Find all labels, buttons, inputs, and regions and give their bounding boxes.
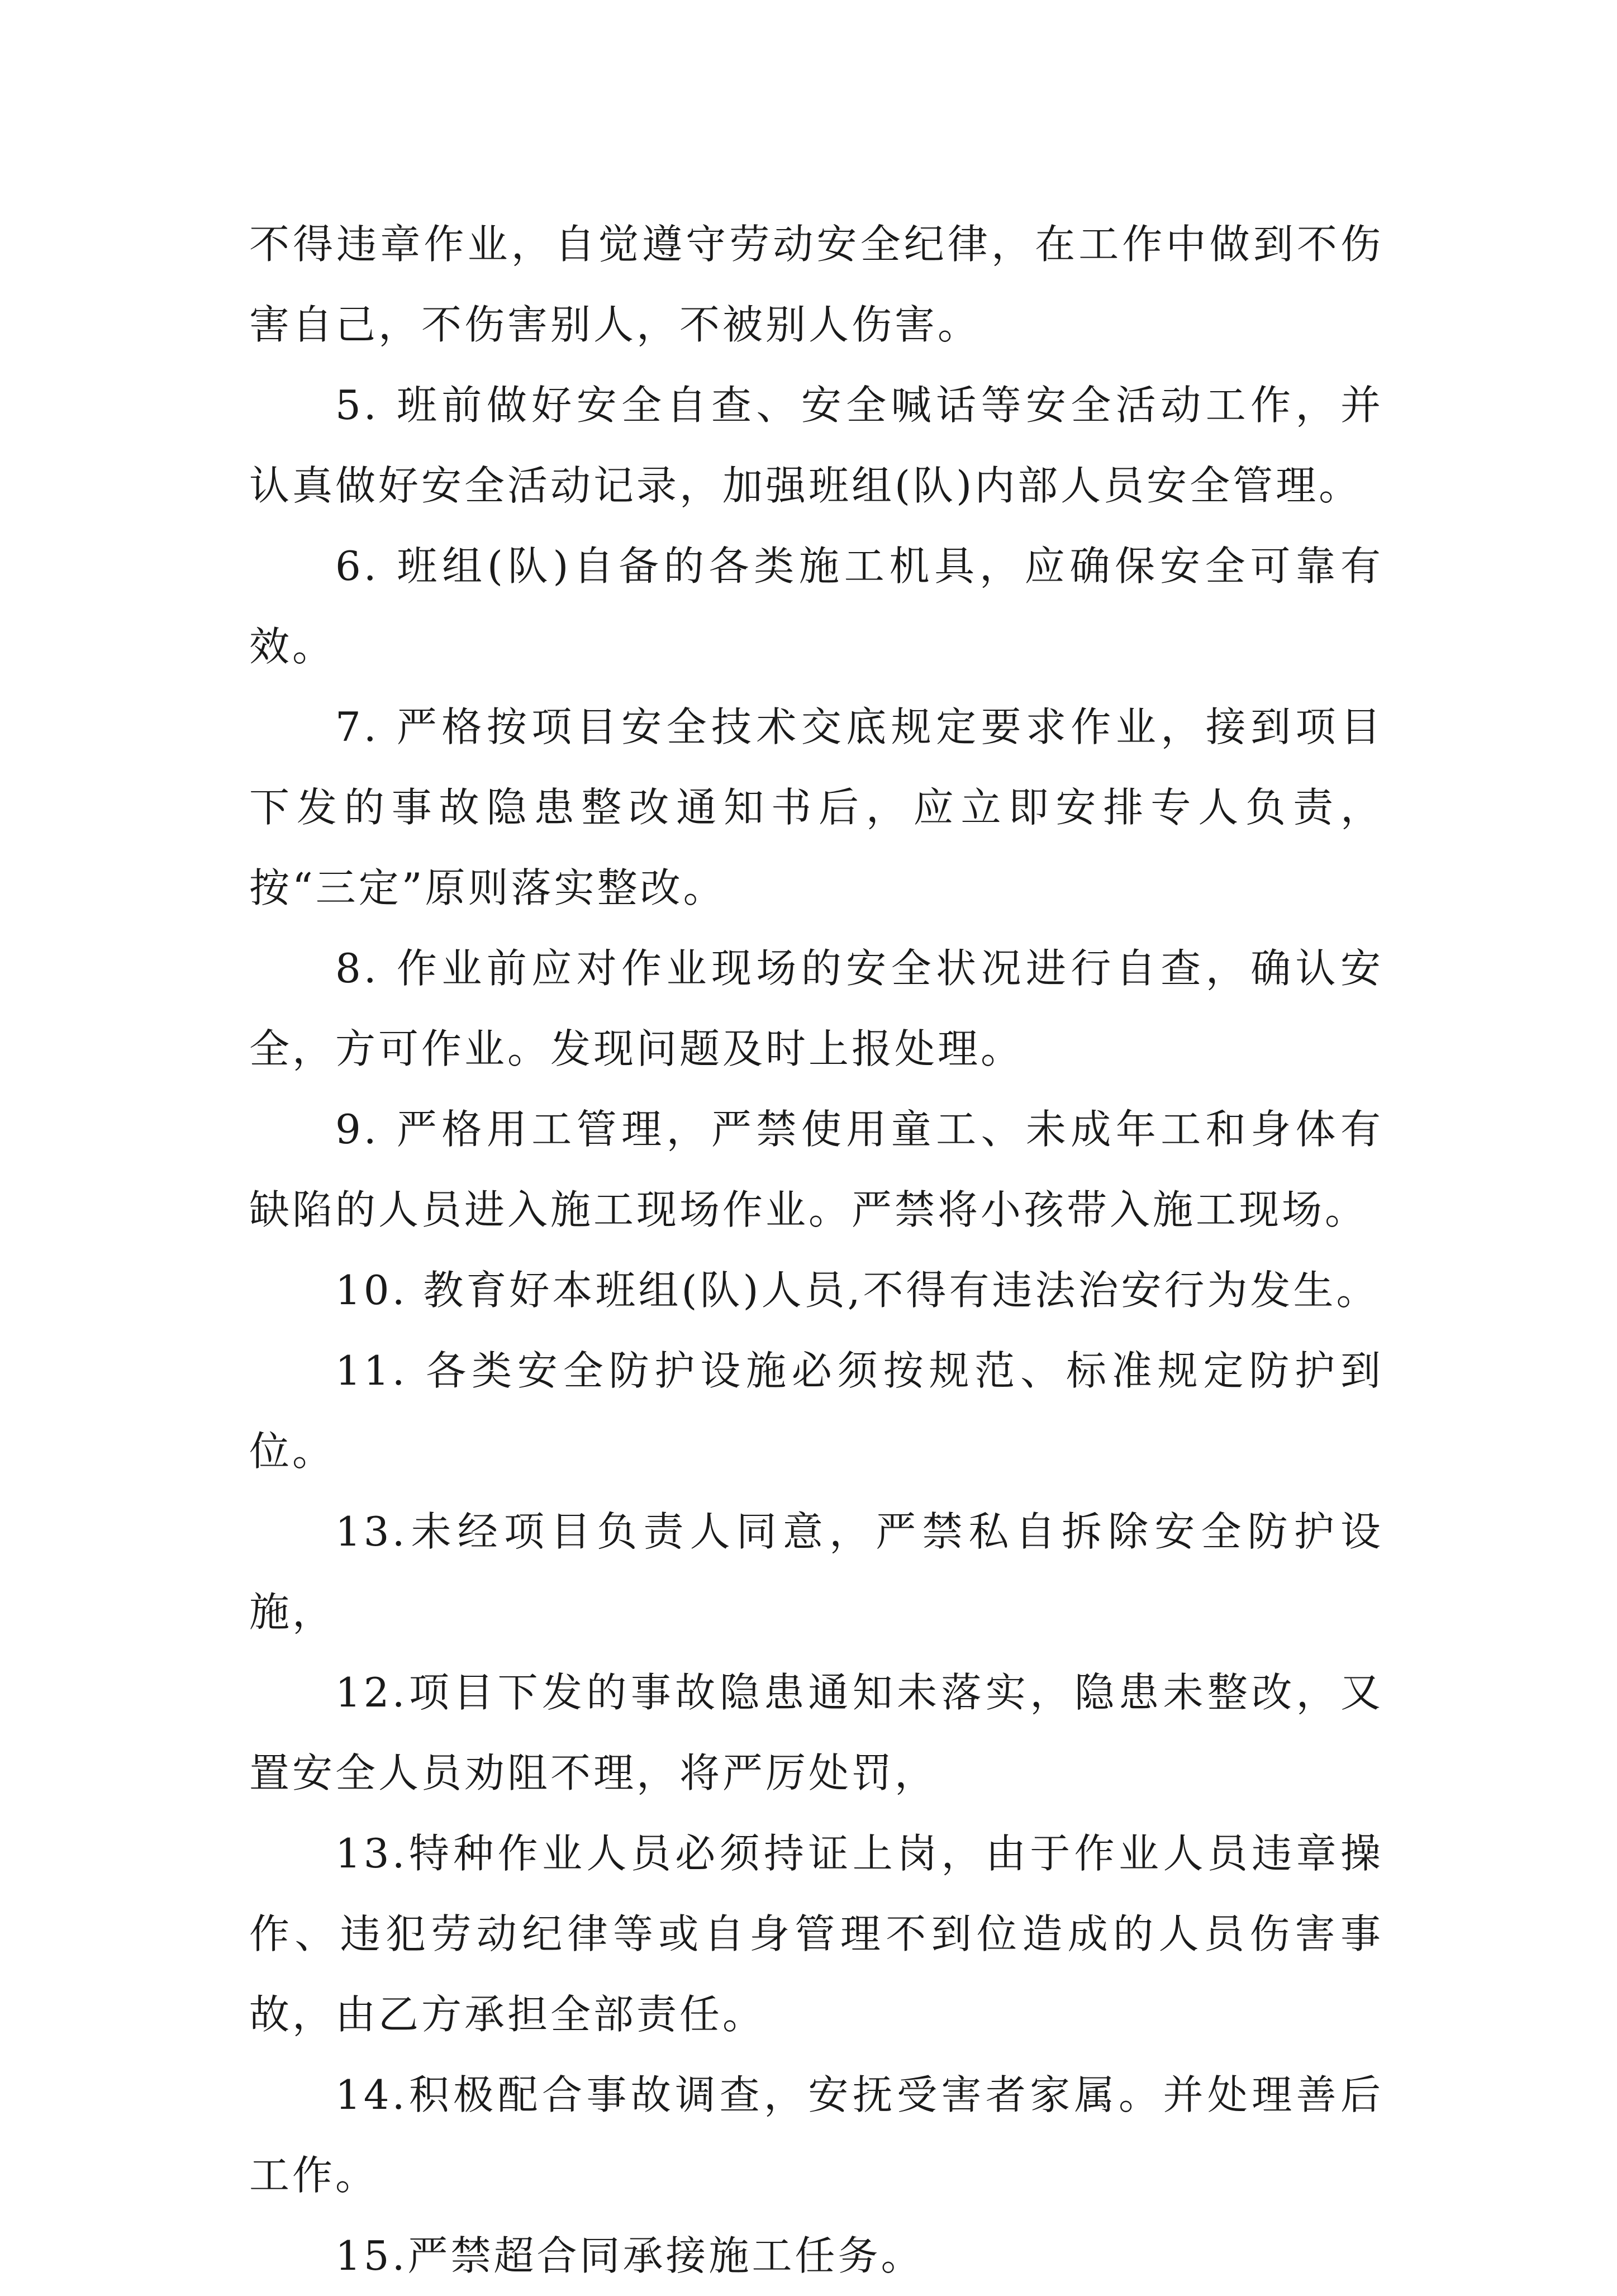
paragraph-item-8: 8. 作业前应对作业现场的安全状况进行自查，确认安全，方可作业。发现问题及时上报处理。 — [249, 945, 1383, 1072]
paragraph-item-6: 6. 班组(队)自备的各类施工机具，应确保安全可靠有效。 — [249, 543, 1383, 670]
paragraph-item-10: 10. 教育好本班组(队)人员,不得有违法治安行为发生。 — [335, 1267, 1380, 1314]
paragraph-item-11: 11. 各类安全防护设施必须按规范、标准规定防护到位。 — [249, 1347, 1383, 1475]
paragraph-item-9: 9. 严格用工管理，严禁使用童工、未成年工和身体有缺陷的人员进入施工现场作业。严禁将小孩带入施工现场。 — [249, 1106, 1383, 1233]
paragraph-continuation: 不得违章作业，自觉遵守劳动安全纪律，在工作中做到不伤害自己，不伤害别人，不被别人伤害。 — [249, 221, 1383, 348]
paragraph-item-12: 12.项目下发的事故隐患通知未落实，隐患未整改，又置安全人员劝阻不理，将严厉处罚， — [249, 1669, 1383, 1796]
paragraph-item-7: 7. 严格按项目安全技术交底规定要求作业，接到项目下发的事故隐患整改通知书后，应立即安排专人负责，按“三定”原则落实整改。 — [249, 703, 1383, 911]
document-body — [249, 204, 1383, 2296]
paragraph-item-5: 5. 班前做好安全自查、安全喊话等安全活动工作，并认真做好安全活动记录，加强班组(队)内部人员安全管理。 — [249, 382, 1383, 509]
paragraph-item-14: 14.积极配合事故调查，安抚受害者家属。并处理善后工作。 — [249, 2071, 1383, 2199]
paragraph-item-13a: 13.未经项目负责人同意，严禁私自拆除安全防护设施， — [249, 1508, 1383, 1636]
paragraph-item-13b: 13.特种作业人员必须持证上岗，由于作业人员违章操作、违犯劳动纪律等或自身管理不到位造成的人员伤害事故，由乙方承担全部责任。 — [249, 1830, 1383, 2038]
paragraph-item-15: 15.严禁超合同承接施工任务。 — [335, 2232, 924, 2279]
